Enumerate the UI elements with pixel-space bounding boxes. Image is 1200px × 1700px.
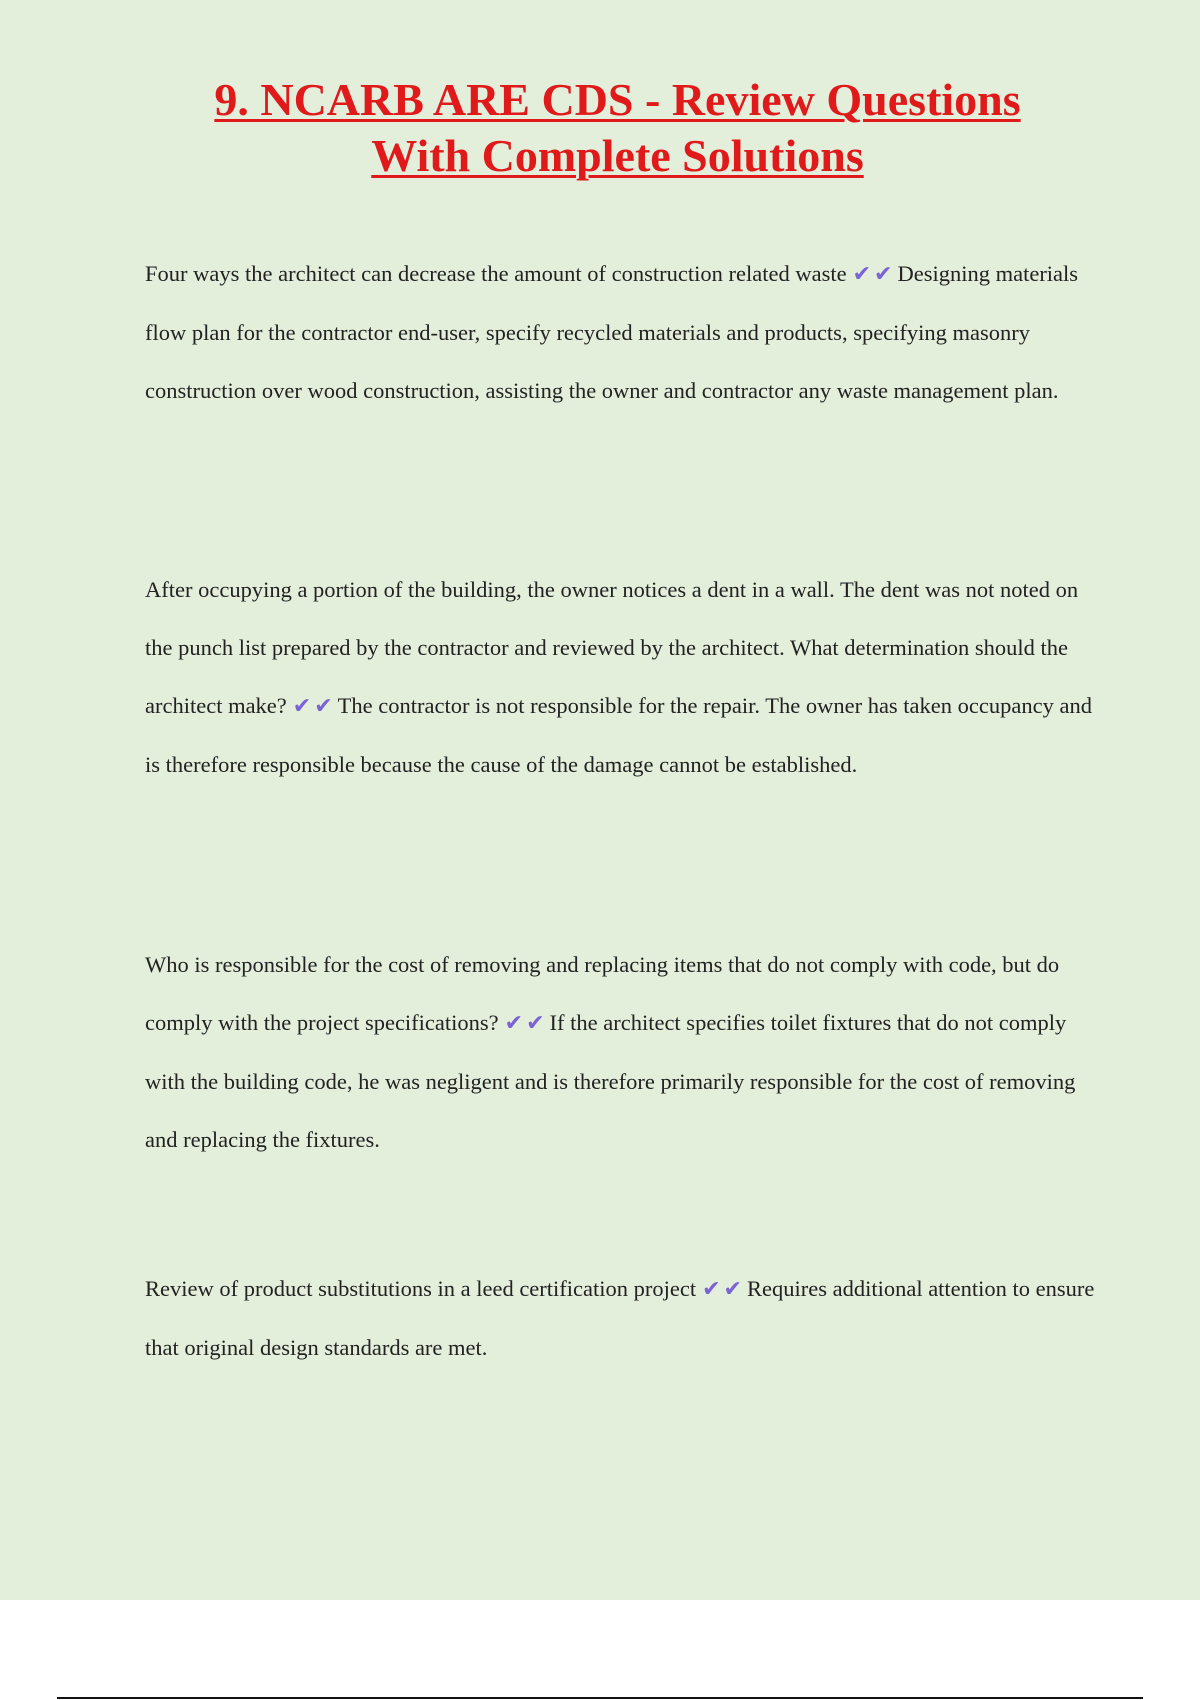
title-line-1: 9. NCARB ARE CDS - Review Questions — [214, 74, 1021, 125]
double-check-icon: ✔✔ — [292, 694, 336, 719]
question-text: Review of product substitutions in a leed certification project — [145, 1276, 697, 1301]
answer-text: If the architect specifies toilet fixtures that do not comply with the building code, he was negligent and is therefore primarily responsible for the cost of removing and replacing the fixtures. — [145, 1010, 1076, 1152]
double-check-icon: ✔✔ — [504, 1011, 548, 1036]
document-title — [0, 72, 1200, 184]
double-check-icon: ✔✔ — [702, 1277, 745, 1302]
double-check-icon: ✔✔ — [852, 262, 896, 287]
page-break-divider — [57, 1697, 1143, 1699]
qa-item-2 — [145, 561, 1095, 794]
qa-item-1 — [145, 245, 1095, 420]
question-text: Who is responsible for the cost of removing and replacing items that do not comply with code, but do comply with the project specifications? — [145, 952, 1060, 1035]
title-line-2: With Complete Solutions — [371, 130, 864, 181]
qa-item-4 — [145, 1260, 1095, 1377]
qa-item-3 — [145, 936, 1095, 1169]
question-text: Four ways the architect can decrease the amount of construction related waste — [145, 261, 847, 286]
question-text: After occupying a portion of the building, the owner notices a dent in a wall. The dent was not noted on the punch list prepared by the contractor and reviewed by the architect. What determination should the architect make? — [145, 577, 1079, 718]
answer-text: Requires additional attention to ensure that original design standards are met. — [145, 1276, 1095, 1360]
answer-text: The contractor is not responsible for the repair. The owner has taken occupancy and is therefore responsible because the cause of the damage cannot be established. — [145, 693, 1092, 777]
answer-text: Designing materials flow plan for the contractor end-user, specify recycled materials and products, specifying masonry construction over wood construction, assisting the owner and contractor any waste management plan. — [145, 261, 1079, 403]
